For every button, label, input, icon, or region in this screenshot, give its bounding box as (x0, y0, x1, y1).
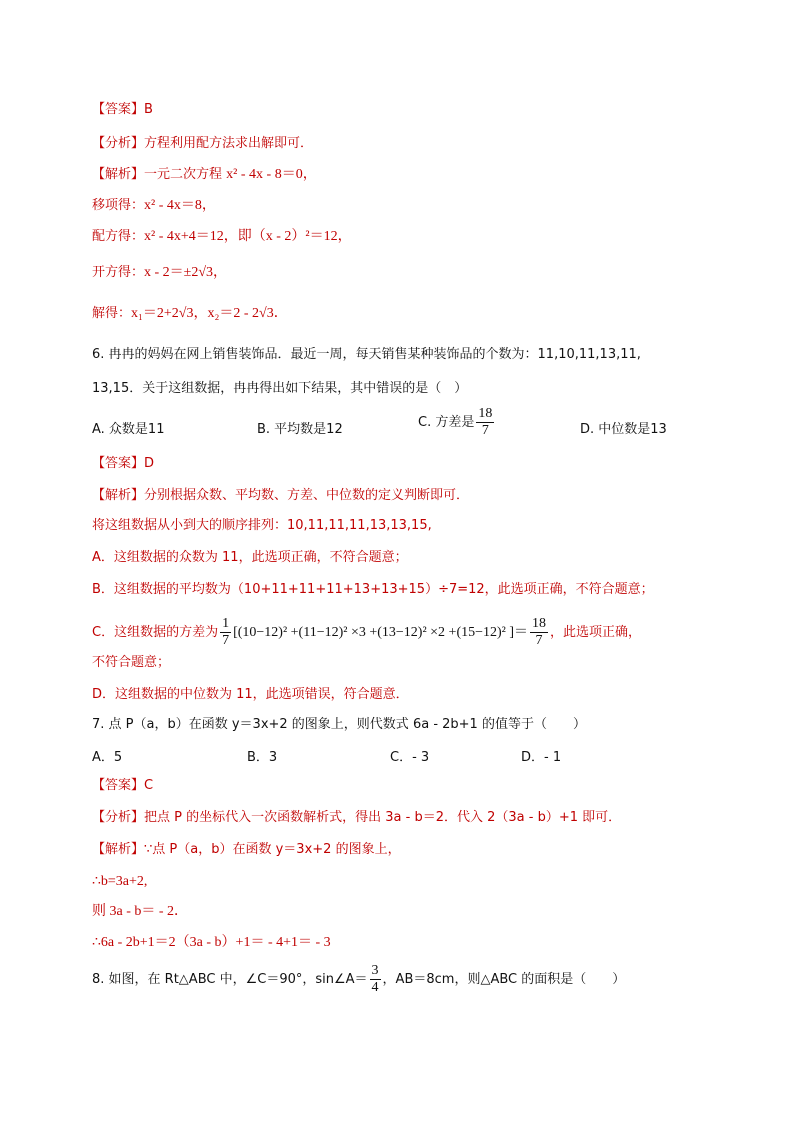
q6-explain-c-cont: 不符合题意； (92, 655, 171, 670)
q5-answer-value: B (144, 102, 153, 117)
q6-explain-c-result: $\frac{18}{7}$ (532, 616, 547, 648)
q5-solution-tag: 【解析】 (92, 167, 145, 182)
q6-explain-d: D．这组数据的中位数为 11，此选项错误，符合题意． (92, 687, 409, 702)
q5-analysis-text: 方程利用配方法求出解即可． (144, 136, 314, 151)
q7-answer-tag: 【答案】 (92, 778, 145, 793)
q6-explain-a: A．这组数据的众数为 11，此选项正确，不符合题意； (92, 550, 408, 565)
q6-answer-line (92, 455, 154, 473)
q7-option-c: C．- 3 (390, 750, 430, 765)
q8-frac-den: 4 (371, 980, 379, 995)
q6-option-d: D. 中位数是13 (580, 422, 667, 437)
q6-option-b: B. 平均数是12 (257, 422, 343, 437)
q6-sorted-line: 将这组数据从小到大的顺序排列：10,11,11,11,13,13,15, (92, 518, 432, 533)
q7-analysis-tag: 【分析】 (92, 810, 145, 825)
q7-analysis-text: 把点 P 的坐标代入一次函数解析式，得出 3a - b＝2．代入 2（3a - b）+1 即可． (144, 810, 622, 825)
q7-step2: 则 3a - b＝ - 2． (92, 904, 189, 919)
q5-root1: x₁＝2+2√3， (131, 306, 208, 321)
q7-answer-line (92, 777, 153, 795)
q5-step4-label: 解得： (92, 306, 132, 321)
q5-analysis-line (92, 135, 313, 153)
q5-step3-label: 开方得： (92, 265, 145, 280)
q5-step3-expr: x - 2＝±2√3， (144, 265, 228, 280)
q6-option-c-label: C. 方差是 (418, 415, 475, 430)
q6-solution-text: 分别根据众数、平均数、方差、中位数的定义判断即可． (144, 488, 470, 503)
q8-frac-num: 3 (371, 963, 379, 978)
q6-option-a: A. 众数是11 (92, 422, 165, 437)
q5-step2-label: 配方得： (92, 229, 145, 244)
q5-step1-expr: x² - 4x＝8， (144, 198, 216, 213)
q5-equation: x² - 4x - 8＝0， (226, 167, 317, 182)
q5-analysis-tag: 【分析】 (92, 136, 145, 151)
q7-stem: 7. 点 P（a，b）在函数 y＝3x+2 的图象上，则代数式 6a - 2b+1 的值等于（ ） (92, 717, 586, 732)
q6-stem-line1: 6. 冉冉的妈妈在网上销售装饰品．最近一周，每天销售某种装饰品的个数为：11,10,11,13,11, (92, 347, 641, 362)
q7-solution-text: ∵点 P（a，b）在函数 y＝3x+2 的图象上， (144, 842, 401, 857)
q7-analysis-line (92, 809, 621, 827)
q5-step1 (92, 197, 216, 215)
q6-option-c-den: 7 (476, 422, 494, 439)
q6-answer-value: D (144, 456, 155, 471)
q7-answer-value: C (144, 778, 154, 793)
q5-step2-expr: x² - 4x+4＝12，即（x - 2）²＝12， (144, 229, 352, 244)
q7-option-d: D．- 1 (521, 750, 562, 765)
q6-option-c-num: 18 (478, 406, 493, 421)
q8-stem (92, 963, 625, 996)
q6-answer-tag: 【答案】 (92, 456, 145, 471)
q5-solution-line (92, 166, 317, 184)
q6-stem-line2: 13,15．关于这组数据，冉冉得出如下结果，其中错误的是（ ） (92, 381, 468, 396)
q8-stem-pre: 8. 如图，在 Rt△ABC 中，∠C＝90°，sin∠A＝ (92, 972, 368, 987)
q6-solution-tag: 【解析】 (92, 488, 145, 503)
q5-solution-intro: 一元二次方程 (144, 167, 223, 182)
q7-step1: ∴b=3a+2, (92, 874, 148, 889)
q6-explain-c-formula: [(10−12)² +(11−12)² ×3 +(13−12)² ×2 +(15−12)² ] (233, 625, 515, 640)
q5-step2 (92, 228, 352, 246)
q5-root2: x₂＝2 - 2√3． (207, 306, 288, 321)
q7-solution-tag: 【解析】 (92, 842, 145, 857)
q6-solution-line (92, 487, 469, 505)
q6-option-c-fraction (476, 406, 494, 439)
q6-explain-c: C．这组数据的方差为 $\frac{1}{7}$ [(10−12)² +(11−12)² ×3 +(13−12)² ×2 +(15−12)² ]＝ $\frac{18}{7}$ ，此选项正确， (92, 616, 642, 648)
q7-option-b: B．3 (247, 750, 278, 765)
q6-explain-b: B．这组数据的平均数为（10+11+11+11+13+13+15）÷7=12，此选项正确，不符合题意； (92, 582, 654, 597)
q6-option-c (418, 406, 496, 439)
q5-step4 (92, 305, 288, 323)
q6-explain-c-post: ，此选项正确， (550, 625, 642, 640)
q8-sin-fraction (370, 963, 381, 996)
q7-step3: ∴6a - 2b+1＝2（3a - b）+1＝ - 4+1＝ - 3 (92, 935, 331, 950)
q6-explain-c-pre: C．这组数据的方差为 (92, 625, 219, 640)
q5-step3 (92, 264, 227, 282)
q5-answer-tag: 【答案】 (92, 102, 145, 117)
q5-answer-line (92, 101, 153, 119)
q6-explain-c-coef: $\frac{1}{7}$ (222, 616, 230, 648)
q8-stem-post: ，AB＝8cm，则△ABC 的面积是（ ） (382, 972, 626, 987)
q5-step1-label: 移项得： (92, 198, 145, 213)
q7-solution-line (92, 841, 401, 859)
q7-option-a: A．5 (92, 750, 123, 765)
